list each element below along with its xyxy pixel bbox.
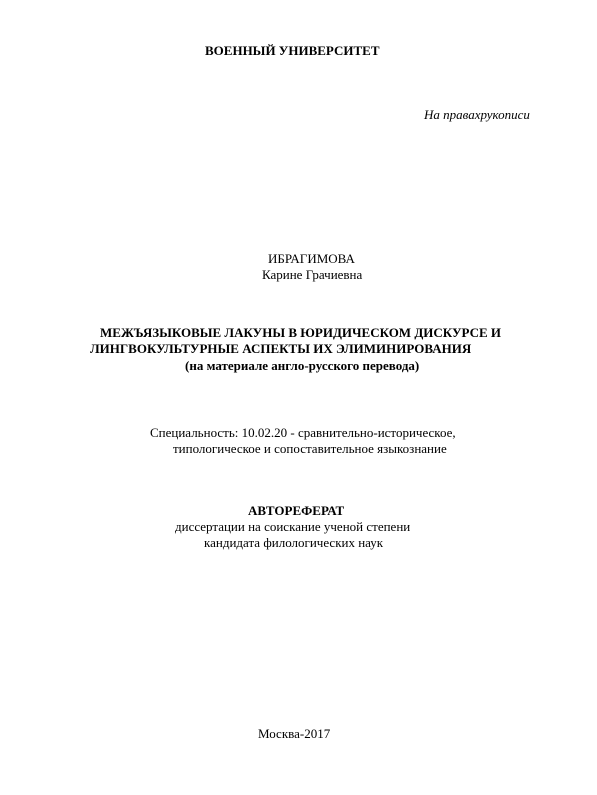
city-year: Москва-2017 xyxy=(258,726,331,741)
specialty-line-1: Специальность: 10.02.20 - сравнительно-историческое, xyxy=(150,425,456,440)
abstract-purpose-line-1: диссертации на соискание ученой степени xyxy=(175,519,411,534)
dissertation-title-line-2: ЛИНГВОКУЛЬТУРНЫЕ АСПЕКТЫ ИХ ЭЛИМИНИРОВАНИЯ xyxy=(90,341,472,356)
abstract-purpose-line-2: кандидата филологических наук xyxy=(204,535,384,550)
dissertation-title-line-1: МЕЖЪЯЗЫКОВЫЕ ЛАКУНЫ В ЮРИДИЧЕСКОМ ДИСКУРСЕ И xyxy=(100,325,502,340)
author-surname: ИБРАГИМОВА xyxy=(268,251,355,266)
author-given-names: Карине Грачиевна xyxy=(262,267,363,282)
manuscript-rights-note: На правахрукописи xyxy=(424,107,530,122)
dissertation-subtitle: (на материале англо-русского перевода) xyxy=(185,358,420,373)
specialty-line-2: типологическое и сопоставительное языкознание xyxy=(173,441,447,456)
abstract-heading: АВТОРЕФЕРАТ xyxy=(248,503,345,518)
university-name: ВОЕННЫЙ УНИВЕРСИТЕТ xyxy=(205,43,380,58)
